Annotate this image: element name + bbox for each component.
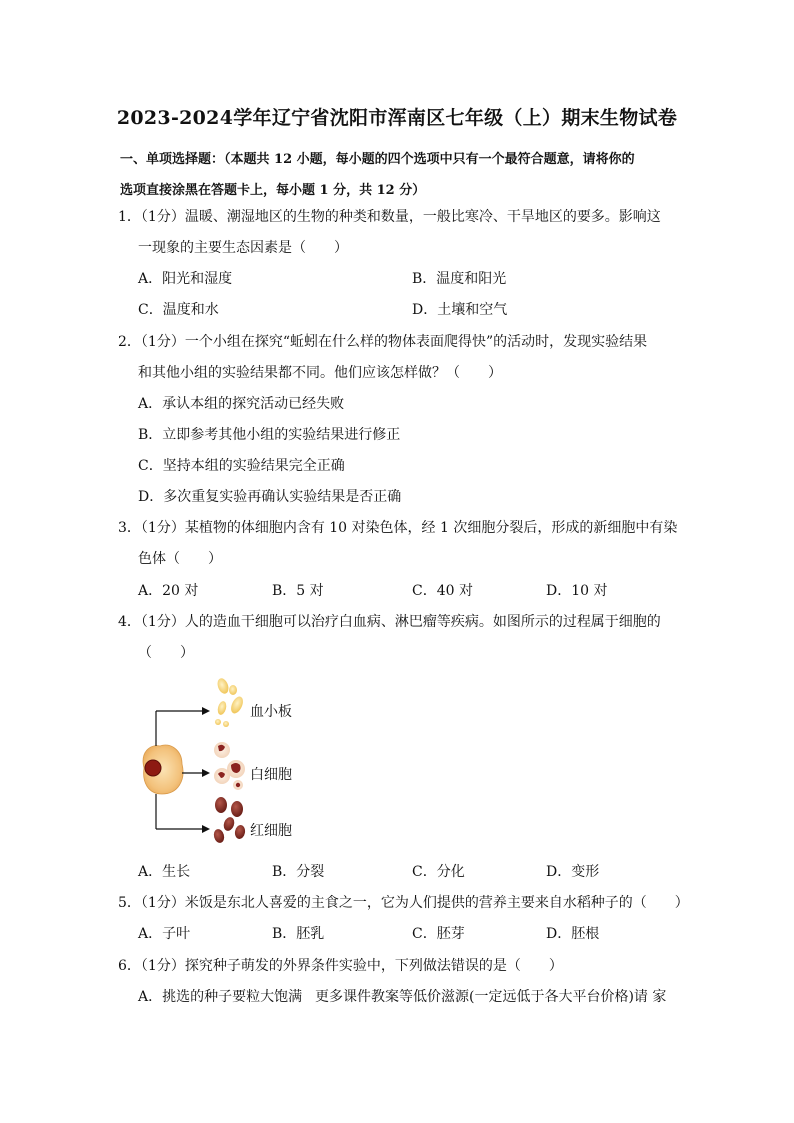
section-heading-line-1: 一、单项选择题：（本题共 12 小题，每小题的四个选项中只有一个最符合题意，请将你的 [120, 152, 635, 167]
red-blood-cells [212, 797, 246, 844]
label-red-blood-cell: 红细胞 [250, 823, 292, 839]
question-2-option-b: B．立即参考其他小组的实验结果进行修正 [138, 427, 401, 443]
question-1-line-1: 1．（1分）温暖、潮湿地区的生物的种类和数量，一般比寒冷、干旱地区的要多。影响这 [118, 209, 661, 225]
question-2-option-c: C．坚持本组的实验结果完全正确 [138, 458, 345, 474]
question-1-option-c: C．温度和水 [138, 302, 219, 318]
question-5-option-b: B．胚乳 [272, 926, 325, 942]
section-heading-line-2: 选项直接涂黑在答题卡上，每小题 1 分，共 12 分） [120, 183, 426, 198]
question-3-option-b: B．5 对 [272, 583, 324, 599]
watermark-advert: 更多课件教案等低价滋源(一定远低于各大平台价格)请 家 [315, 989, 667, 1005]
question-2-option-d: D．多次重复实验再确认实验结果是否正确 [138, 489, 402, 505]
question-3-option-c: C．40 对 [412, 583, 473, 599]
question-6-option-a: A．挑选的种子要粒大饱满 [138, 989, 303, 1005]
question-1-line-2: 一现象的主要生态因素是（ ） [138, 240, 348, 256]
question-2-option-a: A．承认本组的探究活动已经失败 [138, 396, 345, 412]
question-4-line-1: 4．（1分）人的造血干细胞可以治疗白血病、淋巴瘤等疾病。如图所示的过程属于细胞的 [118, 614, 661, 630]
stem-cell [143, 745, 183, 794]
page-title: 2023-2024学年辽宁省沈阳市浑南区七年级（上）期末生物试卷 [116, 107, 678, 129]
platelets [215, 677, 245, 727]
question-2-line-1: 2．（1分）一个小组在探究“蚯蚓在什么样的物体表面爬得快”的活动时，发现实验结果 [118, 334, 648, 350]
question-4-option-a: A．生长 [138, 864, 191, 880]
white-blood-cells [214, 742, 245, 790]
question-6-line-1: 6．（1分）探究种子萌发的外界条件实验中，下列做法错误的是（ ） [118, 958, 563, 974]
question-1-option-b: B．温度和阳光 [412, 271, 507, 287]
question-3-line-2: 色体（ ） [138, 551, 222, 567]
question-4-option-c: C．分化 [412, 864, 465, 880]
label-white-blood-cell: 白细胞 [250, 767, 292, 783]
question-3-option-d: D．10 对 [546, 583, 608, 599]
question-2-line-2: 和其他小组的实验结果都不同。他们应该怎样做？（ ） [138, 365, 502, 381]
question-5-option-c: C．胚芽 [412, 926, 465, 942]
question-1-option-d: D．土壤和空气 [412, 302, 508, 318]
question-4-option-d: D．变形 [546, 864, 600, 880]
question-3-option-a: A．20 对 [138, 583, 199, 599]
question-5-option-a: A．子叶 [138, 926, 191, 942]
arrow-heads [202, 707, 210, 833]
question-4-option-b: B．分裂 [272, 864, 325, 880]
cell-differentiation-figure [130, 672, 430, 852]
question-4-line-2: （ ） [138, 645, 194, 661]
section-heading [120, 144, 680, 206]
label-platelet: 血小板 [250, 704, 292, 720]
question-5-line-1: 5．（1分）米饭是东北人喜爱的主食之一，它为人们提供的营养主要来自水稻种子的（ ） [118, 895, 689, 911]
question-5-option-d: D．胚根 [546, 926, 600, 942]
question-1-option-a: A．阳光和湿度 [138, 271, 233, 287]
question-3-line-1: 3．（1分）某植物的体细胞内含有 10 对染色体，经 1 次细胞分裂后，形成的新细胞中有染 [118, 520, 678, 536]
